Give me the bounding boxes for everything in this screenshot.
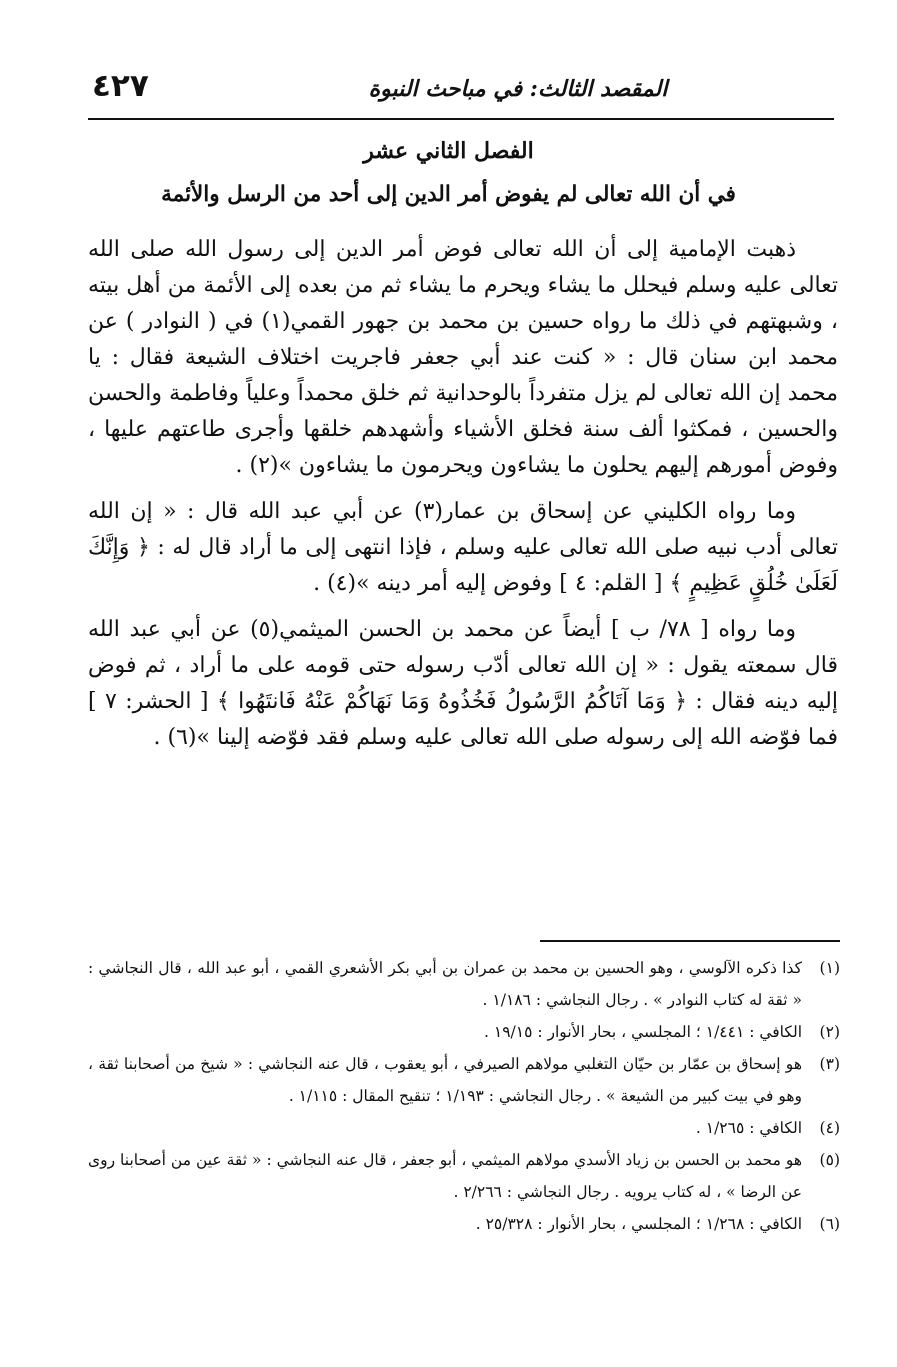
chapter-subtitle: في أن الله تعالى لم يفوض أمر الدين إلى أحد من الرسل والأئمة bbox=[161, 182, 736, 207]
footnote-number: (٥) bbox=[819, 1151, 840, 1169]
footnote bbox=[88, 952, 840, 1016]
footnote-text: هو محمد بن الحسن بن زياد الأسدي مولاهم الميثمي ، أبو جعفر ، قال عنه النجاشي : « ثقة عين من أصحابنا روى عن الرضا » ، له كتاب يرويه . رجال النجاشي : ٢/٢٦٦ . bbox=[88, 1151, 802, 1201]
footnote bbox=[88, 1048, 840, 1112]
footnote bbox=[88, 1144, 840, 1208]
footnote bbox=[88, 1016, 840, 1048]
footnote-separator bbox=[540, 940, 840, 942]
running-title: المقصد الثالث: في مباحث النبوة bbox=[368, 76, 668, 102]
paragraph: وما رواه الكليني عن إسحاق بن عمار(٣) عن أبي عبد الله قال : « إن الله تعالى أدب نبيه صلى الله تعالى عليه وسلم ، فإذا انتهى إلى ما أراد قال له : ﴿ وَإِنَّكَ لَعَلَىٰ خُلُقٍ عَظِيمٍ ﴾ [ القلم: ٤ ] وفوض إليه أمر دينه »(٤) . bbox=[88, 499, 838, 596]
footnote-number: (٣) bbox=[819, 1055, 840, 1073]
footnote-number: (١) bbox=[819, 959, 840, 977]
footnote-number: (٦) bbox=[819, 1215, 840, 1233]
chapter-title: الفصل الثاني عشر bbox=[363, 138, 534, 164]
footnote-text: هو إسحاق بن عمّار بن حيّان التغلبي مولاهم الصيرفي ، أبو يعقوب ، قال عنه النجاشي : « شيخ من أصحابنا ثقة ، وهو في بيت كبير من الشيعة » . رجال النجاشي : ١/١٩٣ ؛ تنقيح المقال : ١/١١٥ . bbox=[88, 1055, 802, 1105]
footnote-number: (٢) bbox=[819, 1023, 840, 1041]
page-header bbox=[88, 62, 834, 120]
footnotes bbox=[88, 952, 840, 1240]
footnote bbox=[88, 1112, 840, 1144]
footnote-text: كذا ذكره الآلوسي ، وهو الحسين بن محمد بن عمران بن أبي بكر الأشعري القمي ، أبو عبد الله ، قال النجاشي : « ثقة له كتاب النوادر » . رجال النجاشي : ١/١٨٦ . bbox=[88, 959, 802, 1009]
footnote-number: (٤) bbox=[819, 1119, 840, 1137]
footnote bbox=[88, 1208, 840, 1240]
footnote-text: الكافي : ١/٤٤١ ؛ المجلسي ، بحار الأنوار : ١٩/١٥ . bbox=[484, 1023, 802, 1041]
body-text bbox=[88, 232, 838, 766]
page-number: ٤٢٧ bbox=[92, 68, 149, 104]
paragraph: ذهبت الإمامية إلى أن الله تعالى فوض أمر الدين إلى رسول الله صلى الله تعالى عليه وسلم فيحلل ما يشاء ويحرم ما يشاء ثم من بعده إلى الأئمة من أهل بيته ، وشبهتهم في ذلك ما رواه حسين بن محمد بن جهور القمي(١) في ( النوادر ) عن محمد ابن سنان قال : « كنت عند أبي جعفر فاجريت اختلاف الشيعة فقال : يا محمد إن الله تعالى لم يزل متفرداً بالوحدانية ثم خلق محمداً وعلياً وفاطمة والحسن والحسين ، فمكثوا ألف سنة فخلق الأشياء وأشهدهم خلقها وأجرى طاعتهم عليها ، وفوض أمورهم إليهم يحلون ما يشاءون ويحرمون ما يشاءون »(٢) . bbox=[88, 237, 838, 478]
footnote-text: الكافي : ١/٢٦٨ ؛ المجلسي ، بحار الأنوار : ٢٥/٣٢٨ . bbox=[475, 1215, 802, 1233]
footnote-text: الكافي : ١/٢٦٥ . bbox=[695, 1119, 802, 1137]
paragraph: وما رواه [ ٧٨/ ب ] أيضاً عن محمد بن الحسن الميثمي(٥) عن أبي عبد الله قال سمعته يقول : « إن الله تعالى أدّب رسوله حتى قومه على ما أراد ، ثم فوض إليه دينه فقال : ﴿ وَمَا آتَاكُمُ الرَّسُولُ فَخُذُوهُ وَمَا نَهَاكُمْ عَنْهُ فَانتَهُوا ﴾ [ الحشر: ٧ ] فما فوّضه الله إلى رسوله صلى الله تعالى عليه وسلم فقد فوّضه إلينا »(٦) . bbox=[88, 617, 839, 750]
